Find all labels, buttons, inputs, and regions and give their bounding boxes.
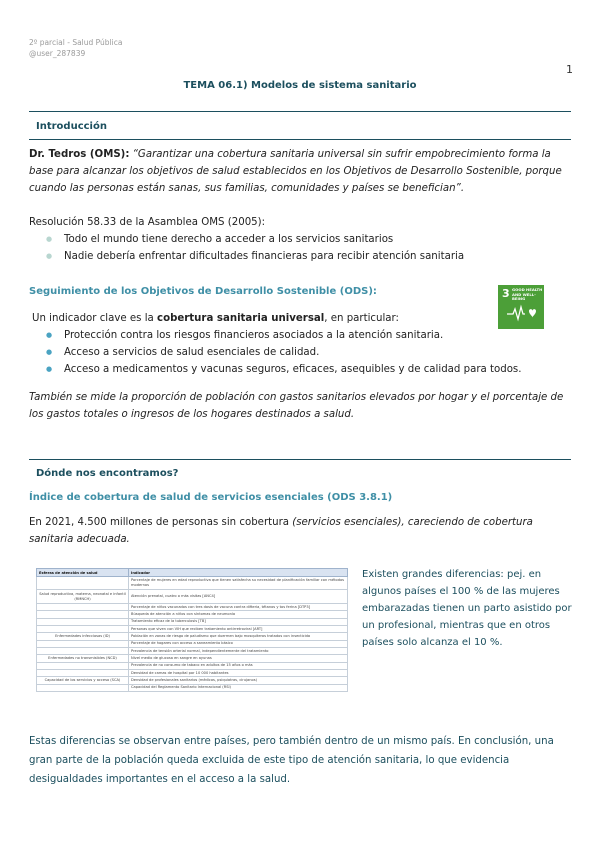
table-row bbox=[37, 603, 348, 610]
table-row bbox=[37, 640, 348, 647]
section-divider bbox=[29, 139, 571, 140]
table-header-cell: Indicador bbox=[129, 569, 348, 577]
table-cell: Tratamiento eficaz de la tuberculosis [TB] bbox=[129, 618, 348, 625]
table-cell: Porcentaje de mujeres en edad reproductiva que tienen satisfecha su necesidad de planificación familiar con métodos modernos bbox=[129, 577, 348, 590]
list-item: ● Acceso a medicamentos y vacunas seguros, eficaces, asequibles y de calidad para todos. bbox=[46, 361, 521, 378]
table-cell bbox=[37, 647, 129, 654]
coverage-subheading: Índice de cobertura de salud de servicios esenciales (ODS 3.8.1) bbox=[29, 492, 393, 503]
table-row bbox=[37, 677, 348, 684]
ods-heading: Seguimiento de los Objetivos de Desarrollo Sostenible (ODS): bbox=[29, 286, 377, 297]
table-cell: Nivel medio de glucosa en sangre en ayunas bbox=[129, 655, 348, 662]
table-row bbox=[37, 577, 348, 590]
table-cell: Capacidad del Reglamento Sanitario Internacional (RSI) bbox=[129, 684, 348, 691]
table-cell: Porcentaje de hogares con acceso a saneamiento básico bbox=[129, 640, 348, 647]
table-header-row bbox=[37, 569, 348, 577]
user-handle: @user_287839 bbox=[29, 49, 86, 58]
table-row bbox=[37, 590, 348, 603]
table-cell: Capacidad de los servicios y acceso (SCA) bbox=[37, 677, 129, 684]
table-row bbox=[37, 633, 348, 640]
course-label: 2º parcial - Salud Pública bbox=[29, 38, 123, 47]
table-header-cell: Esferas de atención de salud bbox=[37, 569, 129, 577]
table-cell: Salud reproductiva, materna, neonatal e infantil (RMNCH) bbox=[37, 590, 129, 603]
table-row bbox=[37, 684, 348, 691]
ods-note bbox=[29, 389, 571, 423]
table-row bbox=[37, 618, 348, 625]
table-cell: Búsqueda de atención a niños con síntomas de neumonía bbox=[129, 611, 348, 618]
table-cell: Prevalencia de no consumo de tabaco en adultos de 15 años o más bbox=[129, 662, 348, 669]
resolution-list bbox=[46, 231, 464, 265]
quote-speaker: Dr. Tedros (OMS): bbox=[29, 149, 130, 160]
ods-lead-end: , en particular: bbox=[324, 313, 399, 324]
table-cell: Densidad de camas de hospital por 10 000 habitantes bbox=[129, 669, 348, 676]
table-row bbox=[37, 611, 348, 618]
table-cell: Prevalencia de tensión arterial normal, independientemente del tratamiento bbox=[129, 647, 348, 654]
table-row bbox=[37, 625, 348, 632]
table-cell bbox=[37, 618, 129, 625]
ods-lead-start: Un indicador clave es la bbox=[32, 313, 158, 324]
table-cell: Enfermedades infecciosas (ID) bbox=[37, 633, 129, 640]
table-row bbox=[37, 662, 348, 669]
table-cell bbox=[37, 662, 129, 669]
coverage-text-start: En 2021, 4.500 millones de personas sin cobertura bbox=[29, 517, 293, 528]
list-item: ● Todo el mundo tiene derecho a acceder a los servicios sanitarios bbox=[46, 231, 464, 248]
page-number: 1 bbox=[566, 63, 573, 76]
table-cell: Población en zonas de riesgo de paludismo que duermen bajo mosquiteros tratados con insecticida bbox=[129, 633, 348, 640]
resolution-text: Resolución 58.33 de la Asamblea OMS (2005): bbox=[29, 217, 266, 228]
table-cell bbox=[37, 640, 129, 647]
ods-note-text: También se mide la proporción de población con gastos sanitarios elevados por hogar y el porcentaje de los gastos totales o ingresos de los hogares destinados a salud. bbox=[29, 392, 564, 420]
table-cell bbox=[37, 603, 129, 610]
indicator-table bbox=[36, 568, 348, 692]
table-row bbox=[37, 669, 348, 676]
conclusion-paragraph: Estas diferencias se observan entre países, pero también dentro de un mismo país. En conclusión, una gran parte de la población queda excluida de este tipo de atención sanitaria, lo que evidencia desigualdades importantes en el acceso a la salud. bbox=[29, 736, 554, 785]
coverage-text-end: , careciendo de cobertura sanitaria adecuada. bbox=[29, 517, 533, 545]
table-cell: Enfermedades no transmisibles (NCD) bbox=[37, 655, 129, 662]
quote-text: “Garantizar una cobertura sanitaria universal sin sufrir empobrecimiento forma la base para alcanzar los objetivos de salud establecidos en los Objetivos de Desarrollo Sostenible, porque cuando las personas están sanas, sus familias, comunidades y países se benefician”. bbox=[29, 149, 562, 194]
section-divider bbox=[29, 459, 571, 460]
ods-lead bbox=[32, 310, 574, 327]
section-heading-where: Dónde nos encontramos? bbox=[36, 468, 179, 479]
sdg-label: GOOD HEALTH AND WELL-BEING bbox=[512, 287, 543, 301]
ods-lead-bold: cobertura sanitaria universal bbox=[157, 313, 325, 324]
coverage-text-italic: (servicios esenciales) bbox=[292, 517, 402, 528]
table-cell bbox=[37, 577, 129, 590]
table-cell bbox=[37, 625, 129, 632]
sdg-number: 3 bbox=[502, 287, 510, 300]
table-cell: Porcentaje de niños vacunados con tres dosis de vacuna contra difteria, tétanos y tos ferina [DTP3] bbox=[129, 603, 348, 610]
table-cell bbox=[37, 611, 129, 618]
coverage-paragraph bbox=[29, 514, 571, 548]
table-cell: Densidad de profesionales sanitarios (médicos, psiquiatras, cirujanos) bbox=[129, 677, 348, 684]
section-divider bbox=[29, 111, 571, 112]
list-item: ● Acceso a servicios de salud esenciales de calidad. bbox=[46, 344, 521, 361]
table-row bbox=[37, 647, 348, 654]
list-item: ● Protección contra los riesgos financieros asociados a la atención sanitaria. bbox=[46, 327, 521, 344]
table-row bbox=[37, 655, 348, 662]
page-title: TEMA 06.1) Modelos de sistema sanitario bbox=[183, 80, 417, 91]
table-cell bbox=[37, 684, 129, 691]
section-heading-intro: Introducción bbox=[36, 121, 107, 132]
ods-list bbox=[46, 327, 521, 378]
table-cell: Atención prenatal, cuatro o más visitas [ANC4] bbox=[129, 590, 348, 603]
differences-note: Existen grandes diferencias: pej. en algunos países el 100 % de las mujeres embarazadas tienen un parto asistido por un profesional, mientras que en otros países solo alcanza el 10 %. bbox=[362, 569, 572, 648]
page-header bbox=[29, 37, 122, 59]
quote-paragraph bbox=[29, 146, 571, 197]
table-cell bbox=[37, 669, 129, 676]
table-cell: Personas que viven con VIH que reciben tratamiento antirretroviral [ART] bbox=[129, 625, 348, 632]
list-item: ● Nadie debería enfrentar dificultades financieras para recibir atención sanitaria bbox=[46, 248, 464, 265]
